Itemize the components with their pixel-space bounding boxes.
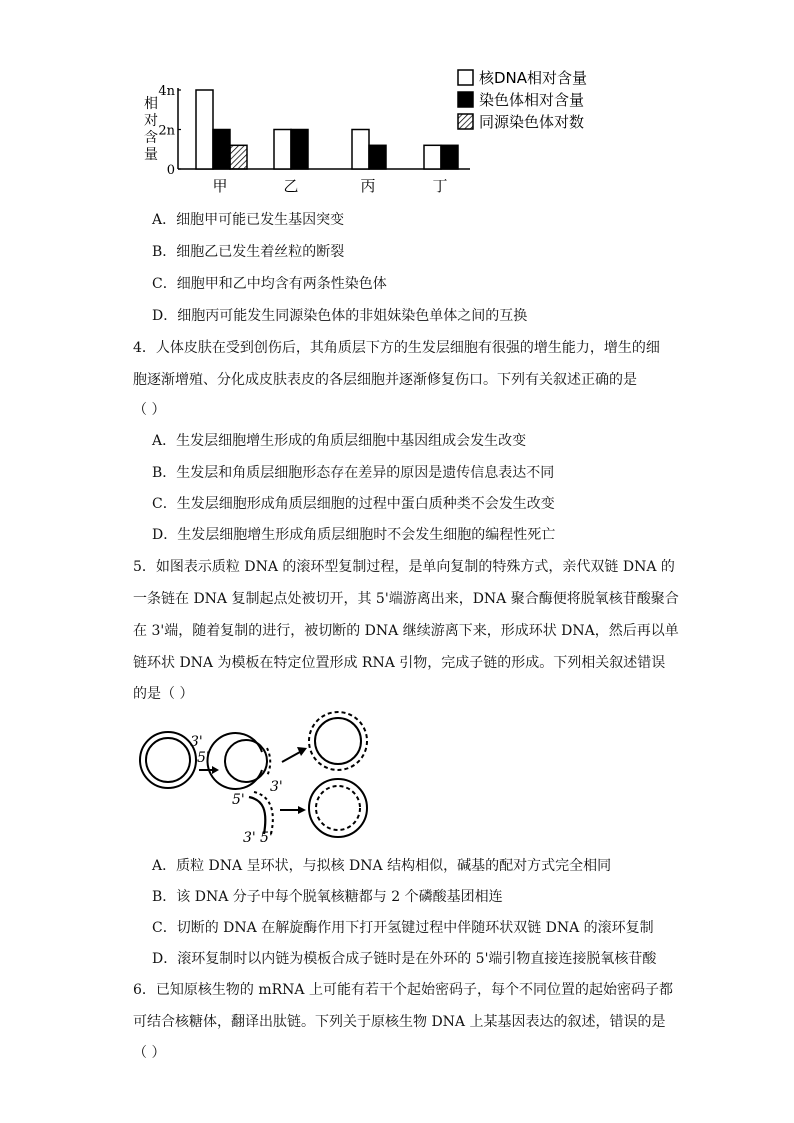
y-axis-label-char: 对 [144, 113, 158, 129]
chart-bars [196, 90, 458, 169]
top-right-dashed-ring [309, 712, 367, 770]
category-label: 乙 [283, 177, 299, 195]
q6-answer-parentheses: （ ） [133, 1045, 166, 1061]
category-label: 丁 [432, 177, 448, 195]
arrow-1-head [212, 766, 219, 774]
parent-outer-ring [140, 732, 196, 788]
legend-label: 核DNA相对含量 [479, 69, 588, 87]
q4-answer-parentheses: （ ） [133, 402, 166, 418]
displaced-strand [249, 797, 265, 834]
y-axis-label [144, 95, 158, 163]
y-tick-label: 0 [166, 163, 175, 178]
label-5prime-a: 5' [197, 750, 210, 766]
y-axis-label-char: 含 [144, 130, 158, 146]
bottom-right-outer-ring [309, 779, 367, 837]
category-label: 甲 [212, 177, 228, 195]
q4-option-d[interactable]: D．生发层细胞增生形成角质层细胞时不会发生细胞的编程性死亡 [152, 527, 556, 543]
y-axis-label-char: 量 [144, 147, 158, 163]
q4-option-a[interactable]: A．生发层细胞增生形成的角质层细胞中基因组成会发生改变 [152, 433, 527, 449]
q3-option-a[interactable]: A．细胞甲可能已发生基因突变 [152, 212, 345, 228]
q4-stem-line-2: 胞逐渐增殖、分化成皮肤表皮的各层细胞并逐渐修复伤口。下列有关叙述正确的是 [133, 372, 637, 388]
bar [369, 145, 386, 169]
q5-option-c[interactable]: C．切断的 DNA 在解旋酶作用下打开氢键过程中伴随环状双链 DNA 的滚环复制 [152, 920, 654, 936]
bar [291, 130, 308, 170]
bar [441, 145, 458, 169]
bar [424, 145, 441, 169]
bar [274, 130, 291, 170]
bar-chart [120, 60, 600, 200]
q5-stem-line-5: 的是（ ） [133, 686, 194, 702]
q3-option-c[interactable]: C．细胞甲和乙中均含有两条性染色体 [152, 276, 387, 292]
legend-swatch [458, 114, 473, 129]
displaced-strand-dashed [254, 792, 273, 834]
label-3prime-a: 3' [190, 734, 203, 750]
chart-legend [458, 69, 587, 131]
label-3prime-b: 3' [270, 779, 283, 795]
q4-stem-line-1: 4．人体皮肤在受到创伤后，其角质层下方的生发层细胞有很强的增生能力，增生的细 [133, 340, 660, 356]
legend-label: 染色体相对含量 [479, 91, 585, 109]
bar [213, 130, 230, 170]
label-3prime-c: 3' [243, 830, 256, 846]
bar [352, 130, 369, 170]
category-label: 丙 [360, 177, 376, 195]
arrow-2-head [297, 747, 307, 756]
arrow-3-head [298, 806, 306, 814]
rolling-circle-diagram [130, 700, 390, 850]
y-axis-label-char: 相 [144, 96, 158, 112]
middle-inner-ring [225, 740, 267, 782]
q5-stem-line-4: 链环状 DNA 为模板在特定位置形成 RNA 引物，完成子链的形成。下列相关叙述错误 [133, 655, 666, 671]
legend-label: 同源染色体对数 [479, 113, 585, 131]
legend-swatch [458, 92, 473, 107]
bar [230, 145, 247, 169]
legend-swatch [458, 70, 473, 85]
chart-categories [212, 177, 447, 195]
q5-stem-line-3: 在 3'端，随着复制的进行，被切断的 DNA 继续游离下来，形成环状 DNA，然后再以单 [133, 623, 679, 639]
q5-stem-line-1: 5．如图表示质粒 DNA 的滚环型复制过程，是单向复制的特殊方式，亲代双链 DNA 的 [133, 559, 675, 575]
bar [196, 90, 213, 169]
top-right-inner-ring [315, 718, 361, 764]
q6-stem-line-2: 可结合核糖体，翻译出肽链。下列关于原核生物 DNA 上某基因表达的叙述，错误的是 [133, 1014, 666, 1030]
arrow-2-line [282, 752, 300, 762]
q5-option-a[interactable]: A．质粒 DNA 呈环状，与拟核 DNA 结构相似，碱基的配对方式完全相同 [152, 858, 612, 874]
q5-option-b[interactable]: B．该 DNA 分子中每个脱氧核糖都与 2 个磷酸基团相连 [152, 889, 503, 905]
q4-option-c[interactable]: C．生发层细胞形成角质层细胞的过程中蛋白质种类不会发生改变 [152, 496, 555, 512]
q5-option-d[interactable]: D．滚环复制时以内链为模板合成子链时是在外环的 5'端引物直接连接脱氧核苷酸 [152, 951, 657, 967]
y-tick-label: 4n [158, 84, 175, 99]
q4-option-b[interactable]: B．生发层和角质层细胞形态存在差异的原因是遗传信息表达不同 [152, 465, 555, 481]
bottom-right-dashed-ring [316, 786, 360, 830]
q6-stem-line-1: 6．已知原核生物的 mRNA 上可能有若干个起始密码子，每个不同位置的起始密码子都 [133, 982, 673, 998]
parent-inner-ring [146, 738, 190, 782]
q5-stem-line-2: 一条链在 DNA 复制起点处被切开，其 5'端游离出来，DNA 聚合酶便将脱氧核苷酸聚合 [133, 591, 679, 607]
q3-option-d[interactable]: D．细胞丙可能发生同源染色体的非姐妹染色单体之间的互换 [152, 308, 528, 324]
q3-option-b[interactable]: B．细胞乙已发生着丝粒的断裂 [152, 244, 345, 260]
y-tick-label: 2n [158, 123, 175, 139]
label-5prime-c: 5' [232, 792, 245, 808]
label-5prime-d: 5' [260, 830, 273, 846]
